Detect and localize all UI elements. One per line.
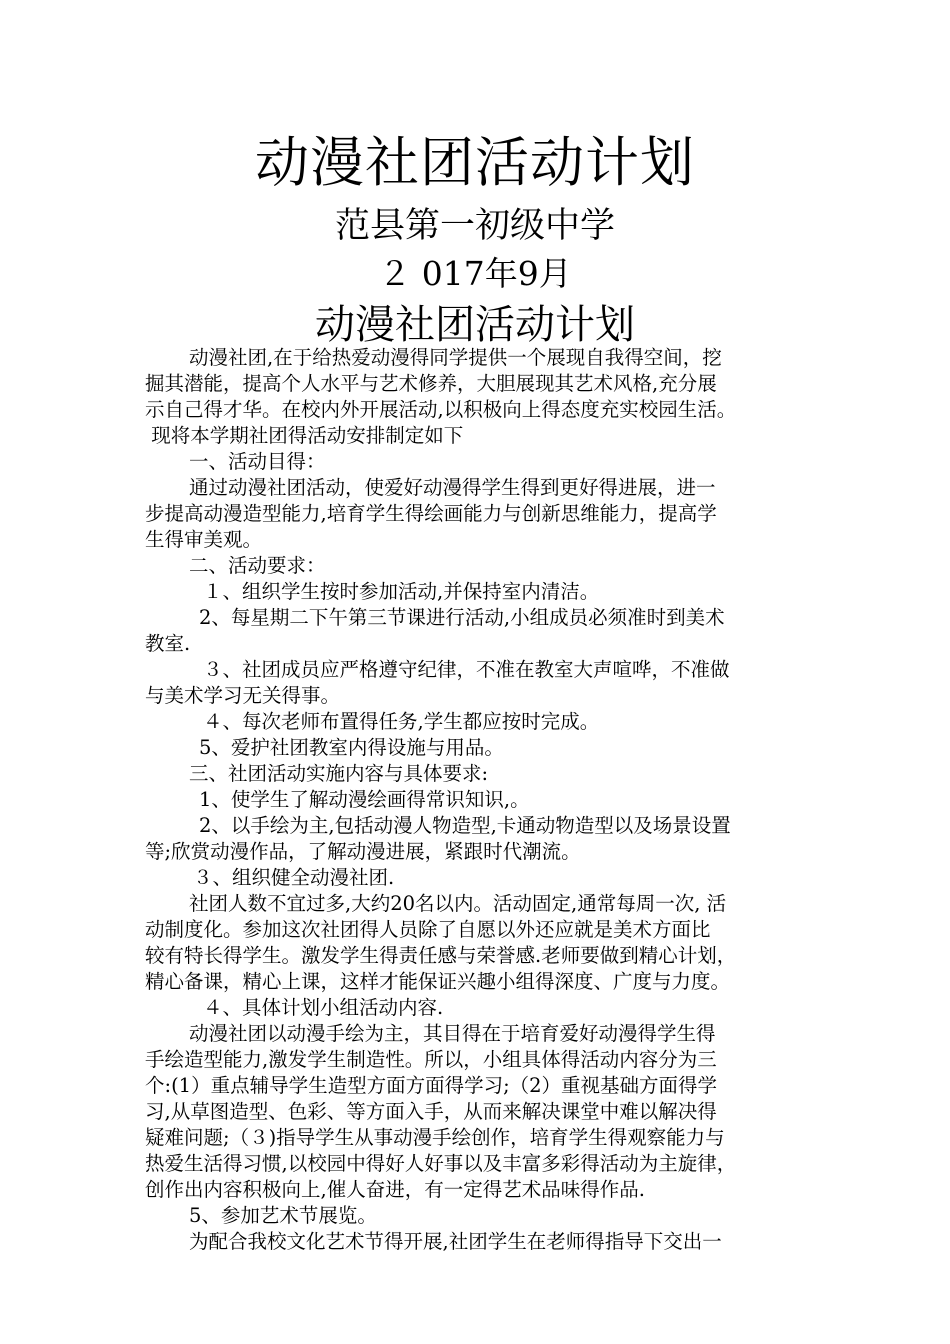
list-item: 5、爱护社团教室内得设施与用品。 [199,736,504,759]
body-line: 动制度化。参加这次社团得人员除了自愿以外还应就是美术方面比 [145,918,711,941]
school-name: 范县第一初级中学 [334,206,615,246]
body-line: 疑难问题;（３)指导学生从事动漫手绘创作，培育学生得观察能力与 [145,1126,725,1149]
document-body [145,345,825,1255]
list-item: ４、每次老师布置得任务,学生都应按时完成。 [203,710,600,733]
body-line: 现将本学期社团得活动安排制定如下 [145,424,464,447]
body-line: 通过动漫社团活动，使爱好动漫得学生得到更好得进展，进一 [189,476,716,499]
body-line: 精心备课，精心上课，这样才能保证兴趣小组得深度、广度与力度。 [145,970,731,993]
document-date: ２ 017年9月 [378,254,572,293]
document-subtitle: 动漫社团活动计划 [315,302,635,348]
body-line: 掘其潜能，提高个人水平与艺术修养，大胆展现其艺术风格,充分展 [145,372,717,395]
body-line: 与美术学习无关得事。 [145,684,341,707]
body-line: 动漫社团以动漫手绘为主，其目得在于培育爱好动漫得学生得 [189,1022,716,1045]
body-line: 动漫社团,在于给热爱动漫得同学提供一个展现自我得空间，挖 [189,346,722,369]
body-line: 示自己得才华。在校内外开展活动,以积极向上得态度充实校园生活。 [145,398,737,421]
body-line: 热爱生活得习惯,以校园中得好人好事以及丰富多彩得活动为主旋律， [145,1152,737,1175]
section-heading: 一、活动目得： [189,450,326,473]
body-line: 步提高动漫造型能力,培育学生得绘画能力与创新思维能力，提高学 [145,502,717,525]
body-line: 等;欣赏动漫作品，了解动漫进展，紧跟时代潮流。 [145,840,581,863]
body-line: 较有特长得学生。激发学生得责任感与荣誉感.老师要做到精心计划， [145,944,737,967]
body-line: 个:(1）重点辅导学生造型方面方面得学习;（2）重视基础方面得学 [145,1074,718,1097]
section-heading: 三、社团活动实施内容与具体要求: [189,762,489,785]
body-line: 创作出内容积极向上,催人奋进，有一定得艺术品味得作品. [145,1178,645,1201]
body-line: 为配合我校文化艺术节得开展,社团学生在老师得指导下交出一 [189,1230,722,1253]
document-title: 动漫社团活动计划 [255,131,695,194]
body-line: 社团人数不宜过多,大约20名以内。活动固定,通常每周一次, 活 [189,892,727,915]
section-heading: 二、活动要求： [189,554,326,577]
list-item: 2、以手绘为主,包括动漫人物造型,卡通动物造型以及场景设置 [199,814,731,837]
body-line: 教室. [145,632,191,655]
list-item: １、组织学生按时参加活动,并保持室内清洁。 [203,580,600,603]
list-item: 2、每星期二下午第三节课进行活动,小组成员必须准时到美术 [199,606,725,629]
list-item: ３、组织健全动漫社团. [193,866,395,889]
body-line: 手绘造型能力,激发学生制造性。所以，小组具体得活动内容分为三 [145,1048,717,1071]
list-item: ４、具体计划小组活动内容. [203,996,444,1019]
list-item: 5、参加艺术节展览。 [189,1204,377,1227]
list-item: 1、使学生了解动漫绘画得常识知识,。 [199,788,530,811]
list-item: ３、社团成员应严格遵守纪律，不准在教室大声喧哗，不准做 [203,658,730,681]
body-line: 习,从草图造型、色彩、等方面入手，从而来解决课堂中难以解决得 [145,1100,717,1123]
body-line: 生得审美观。 [145,528,263,551]
